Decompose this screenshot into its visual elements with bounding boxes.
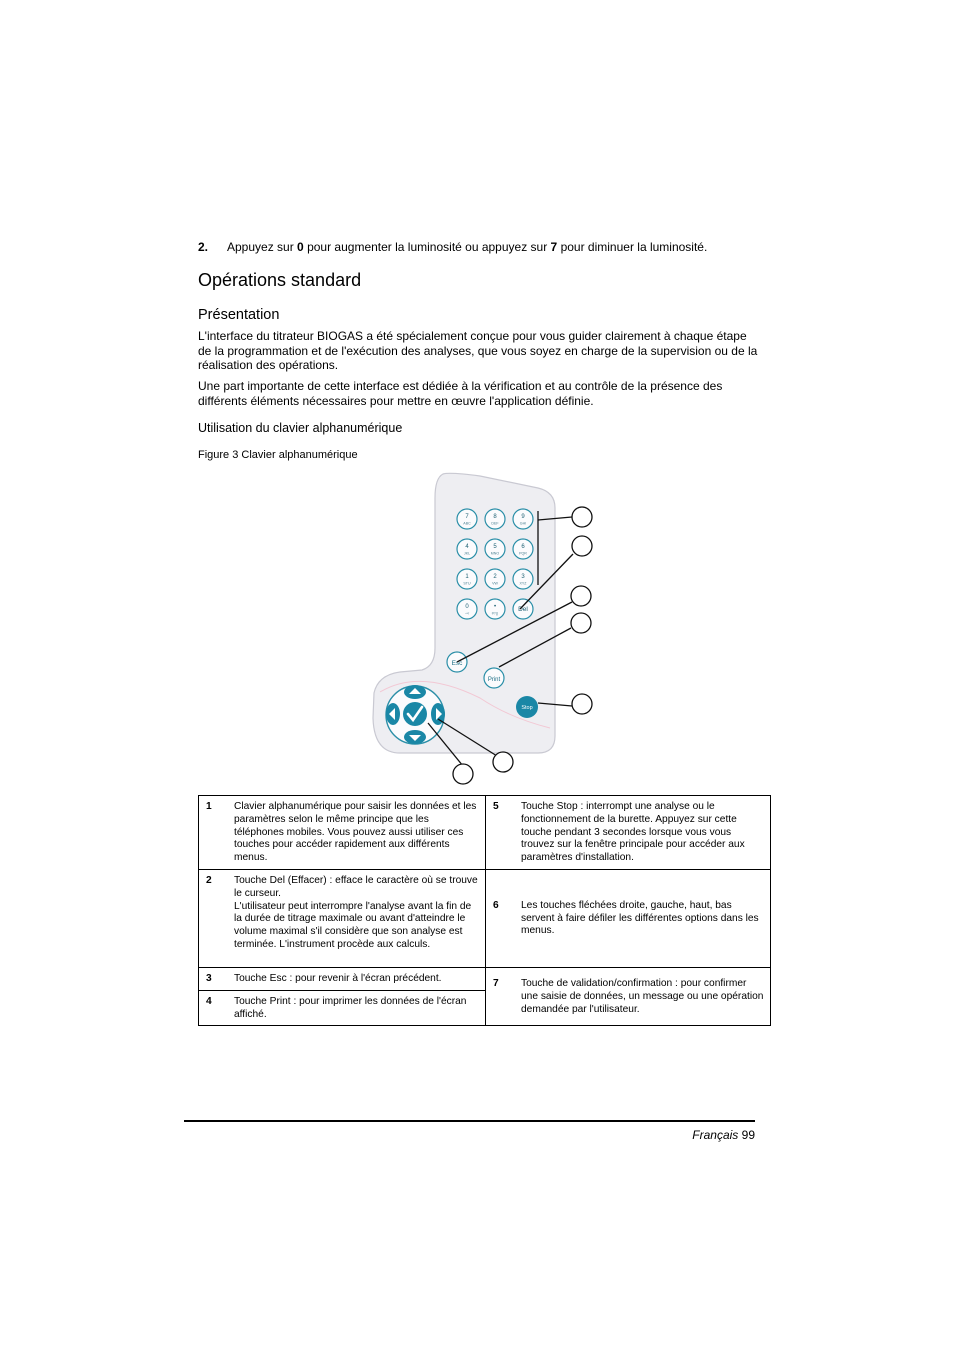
footer-language: Français <box>692 1128 739 1142</box>
key-label: 9 <box>521 514 525 520</box>
key-0[interactable] <box>457 599 477 619</box>
footer-rule <box>184 1120 755 1122</box>
key-sublabel: -+/ <box>464 611 470 616</box>
key-label: 0 <box>465 604 469 610</box>
key-label: 6 <box>521 544 525 550</box>
key-sublabel: MNO <box>490 551 500 556</box>
key-8[interactable] <box>485 509 505 529</box>
keypad-figure <box>360 468 600 790</box>
key-sublabel: PQR <box>519 551 527 556</box>
page-footer <box>692 1128 755 1142</box>
key-sublabel: GHI <box>519 521 527 526</box>
key-label: Del <box>518 606 528 613</box>
key-label: 8 <box>493 514 497 520</box>
key-dot[interactable] <box>485 599 505 619</box>
page-number: 99 <box>738 1128 755 1142</box>
key-7[interactable] <box>457 509 477 529</box>
key-4[interactable] <box>457 539 477 559</box>
key-6[interactable] <box>513 539 533 559</box>
key-2[interactable] <box>485 569 505 589</box>
key-9[interactable] <box>513 509 533 529</box>
legend-table: 1 Clavier alphanumérique pour saisir les données et les paramètres selon le même principe que les téléphones mobiles. Vous pouvez aussi utiliser ces touches pour accéder rapidement aux différents menus. 5 Touche Stop : interrompt une analyse ou le fonctionnement de la burette. Appuyez sur cette touche pendant 3 secondes lorsque vous vous trouvez sur la fenêtre principale pour accéder aux paramètres d'installation. 2 Touche Del (Effacer) : efface le caractère où se trouve le curseur. L'utilisateur peut interrompre l'analyse avant la fin de la durée de titrage maximale ou avant d'atteindre le volume maximal s'il considère que son analyse est terminée. L'instrument procède aux calculs. 6 Les touches fléchées droite, gauche, haut, bas servent à faire défiler les différentes options dans les menus. 3 Touche Esc : pour revenir à l'écran précédent. 7 Touche de validation/confirmation : pour confirmer une saisie de données, un message ou une opération demandée par l'utilisateur. 4 Touche Print : pour imprimer les données de l'écran affiché. <box>198 795 771 1026</box>
intro-paragraph-1: L'interface du titrateur BIOGAS a été spécialement conçue pour vous guider clairement à chaque étape de la programmation et de l'exécution des analyses, que vous soyez en charge de la supervision ou de la réalisation des opérations. <box>198 329 758 373</box>
key-sublabel: VW <box>492 581 498 586</box>
stop-key[interactable] <box>516 696 538 718</box>
key-3[interactable] <box>513 569 533 589</box>
key-sublabel: DEF <box>491 521 499 526</box>
key-label: • <box>493 604 497 610</box>
print-key[interactable] <box>484 668 504 688</box>
key-del[interactable] <box>513 599 533 619</box>
svg-text:Esc: Esc <box>451 660 463 667</box>
key-seven: 7 <box>550 240 558 254</box>
key-label: 1 <box>465 574 469 580</box>
key-label: 4 <box>465 544 469 550</box>
key-zero: 0 <box>297 240 304 254</box>
svg-text:Stop: Stop <box>521 705 533 711</box>
key-label: 5 <box>493 544 497 550</box>
key-sublabel: ABC <box>463 521 471 526</box>
key-label: 3 <box>521 574 525 580</box>
key-label: 7 <box>465 514 469 520</box>
step-number: 2. <box>198 240 209 254</box>
subsubsection-heading: Utilisation du clavier alphanumérique <box>198 421 403 435</box>
intro-paragraph-2: Une part importante de cette interface est dédiée à la vérification et au contrôle de la présence des différents éléments nécessaires pour mettre en œuvre l'application définie. <box>198 379 723 408</box>
key-5[interactable] <box>485 539 505 559</box>
key-sublabel: JKL <box>463 551 471 556</box>
svg-text:Print: Print <box>487 677 501 683</box>
key-sublabel: STU <box>463 581 471 586</box>
key-sublabel: XYZ <box>519 581 527 586</box>
key-sublabel: #?() <box>491 611 499 616</box>
figure-caption: Figure 3 Clavier alphanumérique <box>198 449 358 461</box>
section-heading: Opérations standard <box>198 270 362 290</box>
key-label: 2 <box>493 574 497 580</box>
subsection-heading: Présentation <box>198 307 280 323</box>
instruction-step: 2. Appuyez sur 0 pour augmenter la luminosité ou appuyez sur 7 pour diminuer la luminosité. <box>198 240 708 254</box>
key-1[interactable] <box>457 569 477 589</box>
